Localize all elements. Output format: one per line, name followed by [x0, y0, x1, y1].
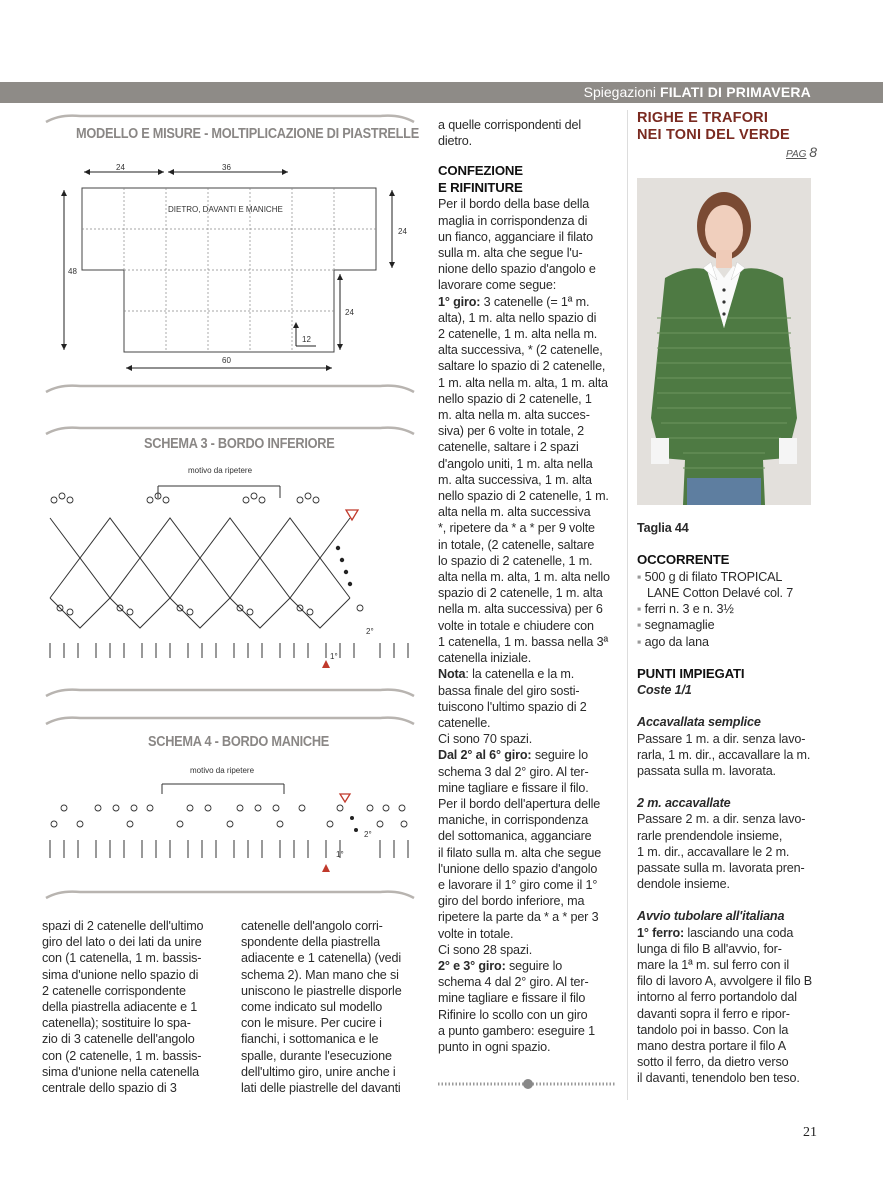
- text-line: siva) per 6 volte in totale, 2: [438, 424, 585, 439]
- text-line: nella m. alta successiva) per 6: [438, 602, 603, 617]
- giro26-label: Dal 2° al 6° giro:: [438, 748, 532, 763]
- text-span: lasciando una coda: [684, 925, 794, 940]
- text-line: volte in totale e chiudere con: [438, 618, 594, 633]
- text-line: catenelle dell'angolo corri-: [241, 919, 383, 933]
- text-line: *, ripetere da * a * per 9 volte: [438, 521, 595, 536]
- model-diagram-title: MODELLO E MISURE - MOLTIPLICAZIONE DI PIASTRELLE: [76, 126, 419, 142]
- text-line: tuiscono l'ultimo spazio di 2: [438, 699, 587, 714]
- text-line: mine tagliare e fissare il filo.: [438, 780, 589, 795]
- text-span: segnamaglie: [644, 618, 715, 633]
- text-line: lati delle piastrelle del davanti: [241, 1081, 401, 1096]
- text-line: zio di 3 catenelle dell'angolo: [42, 1032, 195, 1047]
- text-line: saltare lo spazio di 2 catenelle,: [438, 359, 606, 374]
- model-photo-illustration: [637, 178, 811, 505]
- text-line: alta nella m. alta successiva: [438, 505, 591, 520]
- text-line: alta), 1 m. alta nello spazio di: [438, 310, 597, 325]
- progress-knob: [523, 1079, 533, 1089]
- mid-col-bottom: [241, 918, 425, 1096]
- text-line: Passare 2 m. a dir. senza lavo-: [637, 812, 806, 827]
- text-line: [438, 666, 618, 682]
- text-line: nello spazio di 2 catenelle, 1 m.: [438, 489, 609, 504]
- text-line: ripetere la parte da * a * per 3: [438, 910, 599, 925]
- text-line: dell'ultimo giro, unire anche i: [241, 1064, 396, 1079]
- text-line: sima d'unione nella catenella: [42, 1064, 199, 1079]
- text-line: il davanti, tenendolo ben teso.: [637, 1071, 800, 1086]
- text-line: adiacente e 1 catenella) (vedi: [241, 951, 402, 966]
- text-line: sima d'unione nello spazio di: [42, 967, 199, 982]
- occorrente-item: ▪ ago da lana: [637, 634, 709, 649]
- text-line: uniscono le piastrelle disporle: [241, 983, 402, 998]
- text-line: volte in totale.: [438, 926, 514, 941]
- text-line: schema 3 dal 2° giro. Al ter-: [438, 764, 589, 779]
- schema4-row-1: 1°: [336, 850, 344, 859]
- punto-name: 2 m. accavallate: [637, 796, 731, 811]
- text-line: centrale dello spazio di 3: [42, 1081, 177, 1096]
- text-span: ago da lana: [644, 634, 709, 649]
- dim-top-left: 24: [116, 163, 125, 172]
- text-line: mano destra portare il filo A: [637, 1039, 786, 1054]
- text-line: del sottomanica, agganciare: [438, 829, 592, 844]
- text-line: catenella); sostituire lo spa-: [42, 1016, 191, 1031]
- text-line: [438, 747, 618, 763]
- text-line: e lavorare il 1° giro come il 1°: [438, 877, 598, 892]
- text-span: : la catenella e la m.: [465, 667, 575, 682]
- header-title: [584, 84, 811, 100]
- dim-left-height: 48: [68, 267, 77, 276]
- text-line: alta nella m. alta, 1 m. alta nello: [438, 570, 610, 585]
- text-line: giro del bordo inferiore, ma: [438, 894, 585, 909]
- dim-right-lower: 24: [345, 308, 354, 317]
- center-col: [438, 117, 618, 1055]
- dim-right-upper: 24: [398, 227, 407, 236]
- project-title-line: NEI TONI DEL VERDE: [637, 127, 790, 143]
- punto-name: Accavallata semplice: [637, 715, 761, 730]
- text-line: Ci sono 28 spazi.: [438, 942, 533, 957]
- schema3-row-1: 1°: [330, 652, 338, 661]
- text-line: nione dello spazio d'angolo e: [438, 262, 596, 277]
- text-line: sulla m. alta che segue l'u-: [438, 246, 583, 261]
- text-line: punto in ogni spazio.: [438, 1039, 551, 1054]
- text-line: [438, 294, 618, 310]
- text-line: bassa finale del giro sosti-: [438, 683, 580, 698]
- model-diagram-box: [40, 110, 420, 400]
- text-line: lo spazio di 2 catenelle, 1 m.: [438, 553, 593, 568]
- text-line: intorno al ferro portandolo dal: [637, 990, 797, 1005]
- text-line: [637, 925, 817, 941]
- text-line: spalle, durante l'esecuzione: [241, 1048, 392, 1063]
- schema3-repeat-label: motivo da ripetere: [188, 466, 253, 475]
- schema4-title: SCHEMA 4 - BORDO MANICHE: [148, 734, 330, 750]
- giro23-label: 2° e 3° giro:: [438, 958, 506, 973]
- text-line: dendole insieme.: [637, 877, 730, 892]
- text-line: passata sulla m. lavorata.: [637, 764, 776, 779]
- page-ref-label: PAG: [786, 149, 807, 160]
- text-line: spondente della piastrella: [241, 935, 380, 950]
- project-title-line: RIGHE E TRAFORI: [637, 110, 769, 126]
- text-line: in totale, (2 catenelle, saltare: [438, 537, 595, 552]
- schema4-row-2: 2°: [364, 830, 372, 839]
- punto-name: Coste 1/1: [637, 683, 692, 698]
- text-line: filo di lavoro A, avvolgere il filo B: [637, 974, 813, 989]
- text-line: mare la 1ª m. sul ferro con il: [637, 958, 790, 973]
- schema4-repeat-label: motivo da ripetere: [190, 766, 255, 775]
- text-line: 1 m. alta nella m. alta, 1 m. alta: [438, 375, 608, 390]
- schema4-box: [40, 710, 420, 905]
- text-span: seguire lo: [505, 958, 563, 973]
- text-line: fianchi, i sottomanica e le: [241, 1032, 379, 1047]
- left-col-bottom: [42, 918, 226, 1096]
- text-line: 1 m. dir., accavallare le 2 m.: [637, 844, 790, 859]
- diagram-center-label: DIETRO, DAVANTI E MANICHE: [168, 205, 283, 214]
- text-line: spazio di 2 catenelle, 1 m. alta: [438, 586, 603, 601]
- model-photo: [637, 178, 811, 505]
- punti-heading: PUNTI IMPIEGATI: [637, 665, 745, 681]
- text-line: lunga di filo B all'avvio, for-: [637, 941, 782, 956]
- occorrente-item: ▪ ferri n. 3 e n. 3½: [637, 602, 734, 617]
- text-line: alta successiva, * (2 catenelle,: [438, 343, 603, 358]
- text-line: della piastrella adiacente e 1: [42, 1000, 198, 1015]
- giro1-label: 1° giro:: [438, 294, 481, 309]
- text-line: il filato sulla m. alta che segue: [438, 845, 602, 860]
- text-line: lavorare come segue:: [438, 278, 557, 293]
- text-line: tandolo poi in basso. Con la: [637, 1022, 789, 1037]
- text-line: catenelle.: [438, 715, 491, 730]
- text-line: catenelle, saltare i 2 spazi: [438, 440, 579, 455]
- text-line: catenella iniziale.: [438, 651, 532, 666]
- text-line: come indicato sul modello: [241, 1000, 383, 1015]
- text-line: 2 catenelle, 1 m. alta nella m.: [438, 327, 598, 342]
- text-line: 1 catenella, 1 m. bassa nella 3ª: [438, 634, 608, 649]
- text-line: m. alta successiva, 1 m. alta: [438, 472, 592, 487]
- text-line: Per il bordo della base della: [438, 197, 590, 212]
- section-heading: E RIFINITURE: [438, 179, 523, 195]
- text-line: d'angolo uniti, 1 m. alta nella: [438, 456, 593, 471]
- text-line: 2 catenelle corrispondente: [42, 983, 186, 998]
- occorrente-item: LANE Cotton Delavé col. 7: [647, 585, 794, 600]
- text-line: m. alta nella m. alta succes-: [438, 408, 590, 423]
- text-line: sotto il ferro, da dietro verso: [637, 1055, 789, 1070]
- text-line: con le misure. Per cucire i: [241, 1016, 382, 1031]
- text-span: ferri n. 3 e n. 3½: [644, 602, 734, 617]
- text-line: mine tagliare e fissare il filo: [438, 991, 586, 1006]
- text-line: maglia in corrispondenza di: [438, 213, 588, 228]
- text-line: Passare 1 m. a dir. senza lavo-: [637, 731, 806, 746]
- dim-top-mid: 36: [222, 163, 231, 172]
- text-line: Ci sono 70 spazi.: [438, 732, 533, 747]
- text-line: schema 2). Man mano che si: [241, 967, 399, 982]
- text-line: l'unione dello spazio d'angolo: [438, 861, 598, 876]
- text-line: maniche, in corrispondenza: [438, 813, 589, 828]
- text-line: davanti sopra il ferro e ripor-: [637, 1006, 790, 1021]
- text-line: schema 4 dal 2° giro. Al ter-: [438, 975, 589, 990]
- punto-name: Avvio tubolare all'italiana: [637, 909, 785, 924]
- occorrente-heading: OCCORRENTE: [637, 552, 730, 568]
- page-ref-number: 8: [809, 144, 817, 160]
- text-line: Rifinire lo scollo con un giro: [438, 1007, 588, 1022]
- right-col-text: [637, 520, 817, 1087]
- text-line: rarla, 1 m. dir., accavallare la m.: [637, 747, 811, 762]
- text-line: dietro.: [438, 134, 472, 149]
- schema3-row-2: 2°: [366, 627, 374, 636]
- text-span: 500 g di filato TROPICAL: [644, 569, 783, 584]
- dim-bottom-width: 60: [222, 356, 231, 365]
- schema3-chart: [40, 478, 420, 678]
- text-line: a quelle corrispondenti del: [438, 118, 581, 132]
- text-line: a punto gambero: eseguire 1: [438, 1023, 595, 1038]
- schema3-title: SCHEMA 3 - BORDO INFERIORE: [144, 436, 335, 452]
- size-label: Taglia 44: [637, 521, 689, 535]
- ferro1-label: 1° ferro:: [637, 925, 685, 940]
- header-magazine: FILATI DI PRIMAVERA: [659, 84, 811, 100]
- nota-label: Nota: [438, 667, 466, 682]
- text-line: Per il bordo dell'apertura delle: [438, 796, 601, 811]
- text-line: con (1 catenella, 1 m. bassis-: [42, 951, 202, 966]
- dim-inner-small: 12: [302, 335, 311, 344]
- occorrente-item: ▪ segnamaglie: [637, 618, 715, 633]
- text-line: con (2 catenelle, 1 m. bassis-: [42, 1048, 202, 1063]
- text-line: [438, 958, 618, 974]
- text-line: nello spazio di 2 catenelle, 1: [438, 391, 592, 406]
- section-heading: CONFEZIONE: [438, 163, 523, 179]
- schema3-box: [40, 420, 420, 705]
- text-line: giro del lato o dei lati da unire: [42, 935, 202, 950]
- text-span: 3 catenelle (= 1ª m.: [480, 294, 590, 309]
- text-line: passate sulla m. lavorata pren-: [637, 861, 805, 876]
- right-col: [637, 110, 817, 160]
- header-section: Spiegazioni: [583, 84, 657, 100]
- page-number: 21: [803, 1125, 817, 1140]
- text-line: rarle prendendole insieme,: [637, 828, 783, 843]
- occorrente-item: ▪ 500 g di filato TROPICAL: [637, 569, 783, 584]
- text-span: seguire lo: [531, 748, 588, 763]
- schema4-chart: [40, 778, 420, 878]
- text-line: un fianco, agganciare il filato: [438, 229, 593, 244]
- column-divider: [627, 110, 628, 1100]
- page-progress-bar: [438, 1078, 616, 1090]
- page-ref: [637, 144, 817, 160]
- text-line: spazi di 2 catenelle dell'ultimo: [42, 919, 204, 933]
